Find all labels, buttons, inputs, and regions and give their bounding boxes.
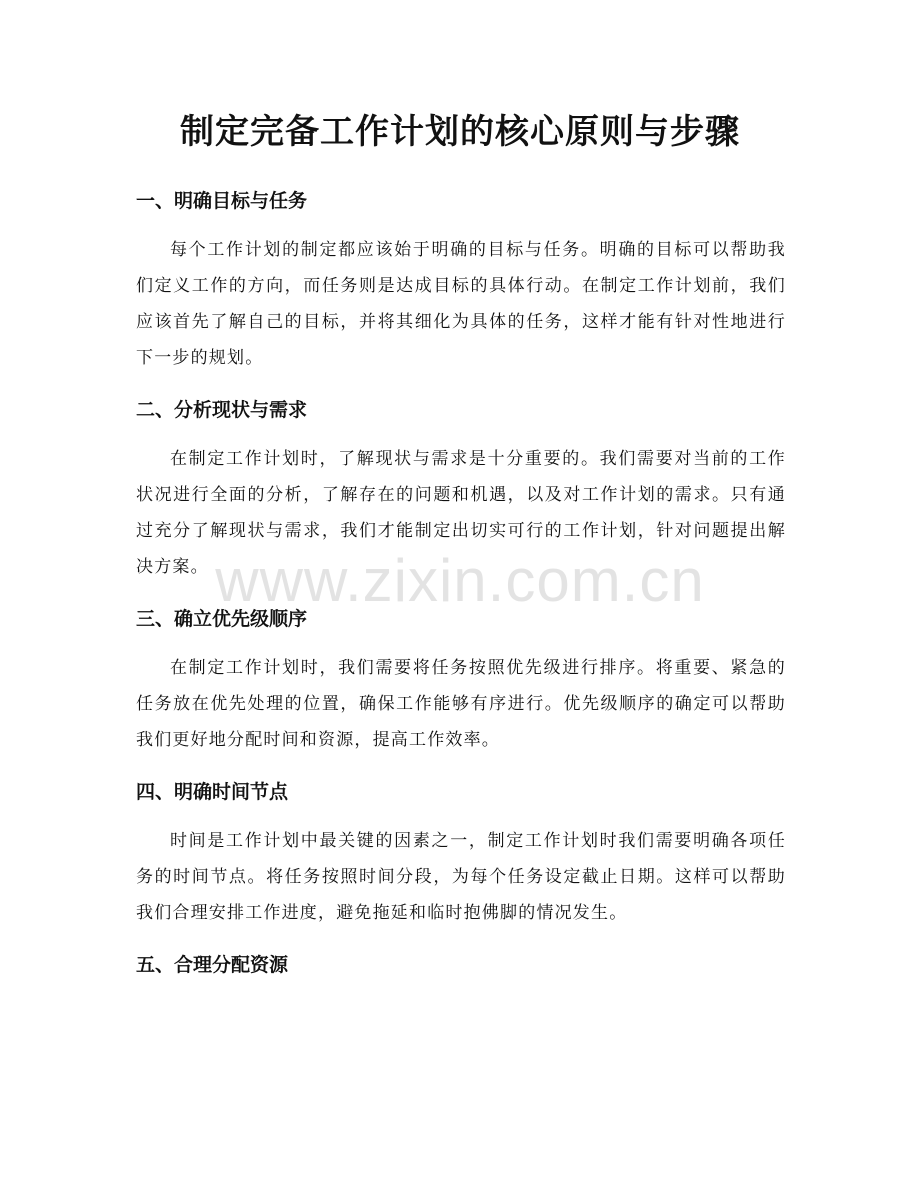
section-body-1: 每个工作计划的制定都应该始于明确的目标与任务。明确的目标可以帮助我们定义工作的方向，而任务则是达成目标的具体行动。在制定工作计划前，我们应该首先了解自己的目标，并将其细化为具体的任务，这样才能有针对性地进行下一步的规划。 bbox=[136, 240, 786, 368]
section-heading-2: 二、分析现状与需求 bbox=[136, 399, 308, 421]
section-body-4: 时间是工作计划中最关键的因素之一，制定工作计划时我们需要明确各项任务的时间节点。将任务按照时间分段，为每个任务设定截止日期。这样可以帮助我们合理安排工作进度，避免拖延和临时抱佛脚的情况发生。 bbox=[136, 831, 786, 923]
section-heading-1: 一、明确目标与任务 bbox=[136, 190, 308, 212]
document-title: 制定完备工作计划的核心原则与步骤 bbox=[180, 112, 740, 152]
section-body-2: 在制定工作计划时，了解现状与需求是十分重要的。我们需要对当前的工作状况进行全面的分析，了解存在的问题和机遇，以及对工作计划的需求。只有通过充分了解现状与需求，我们才能制定出切实可行的工作计划，针对问题提出解决方案。 bbox=[136, 449, 786, 577]
section-heading-5: 五、合理分配资源 bbox=[136, 954, 289, 976]
section-heading-3: 三、确立优先级顺序 bbox=[136, 608, 308, 630]
section-body-3: 在制定工作计划时，我们需要将任务按照优先级进行排序。将重要、紧急的任务放在优先处理的位置，确保工作能够有序进行。优先级顺序的确定可以帮助我们更好地分配时间和资源，提高工作效率。 bbox=[136, 658, 786, 750]
section-heading-4: 四、明确时间节点 bbox=[136, 781, 289, 803]
watermark: www.zixin.com.cn bbox=[215, 547, 705, 614]
